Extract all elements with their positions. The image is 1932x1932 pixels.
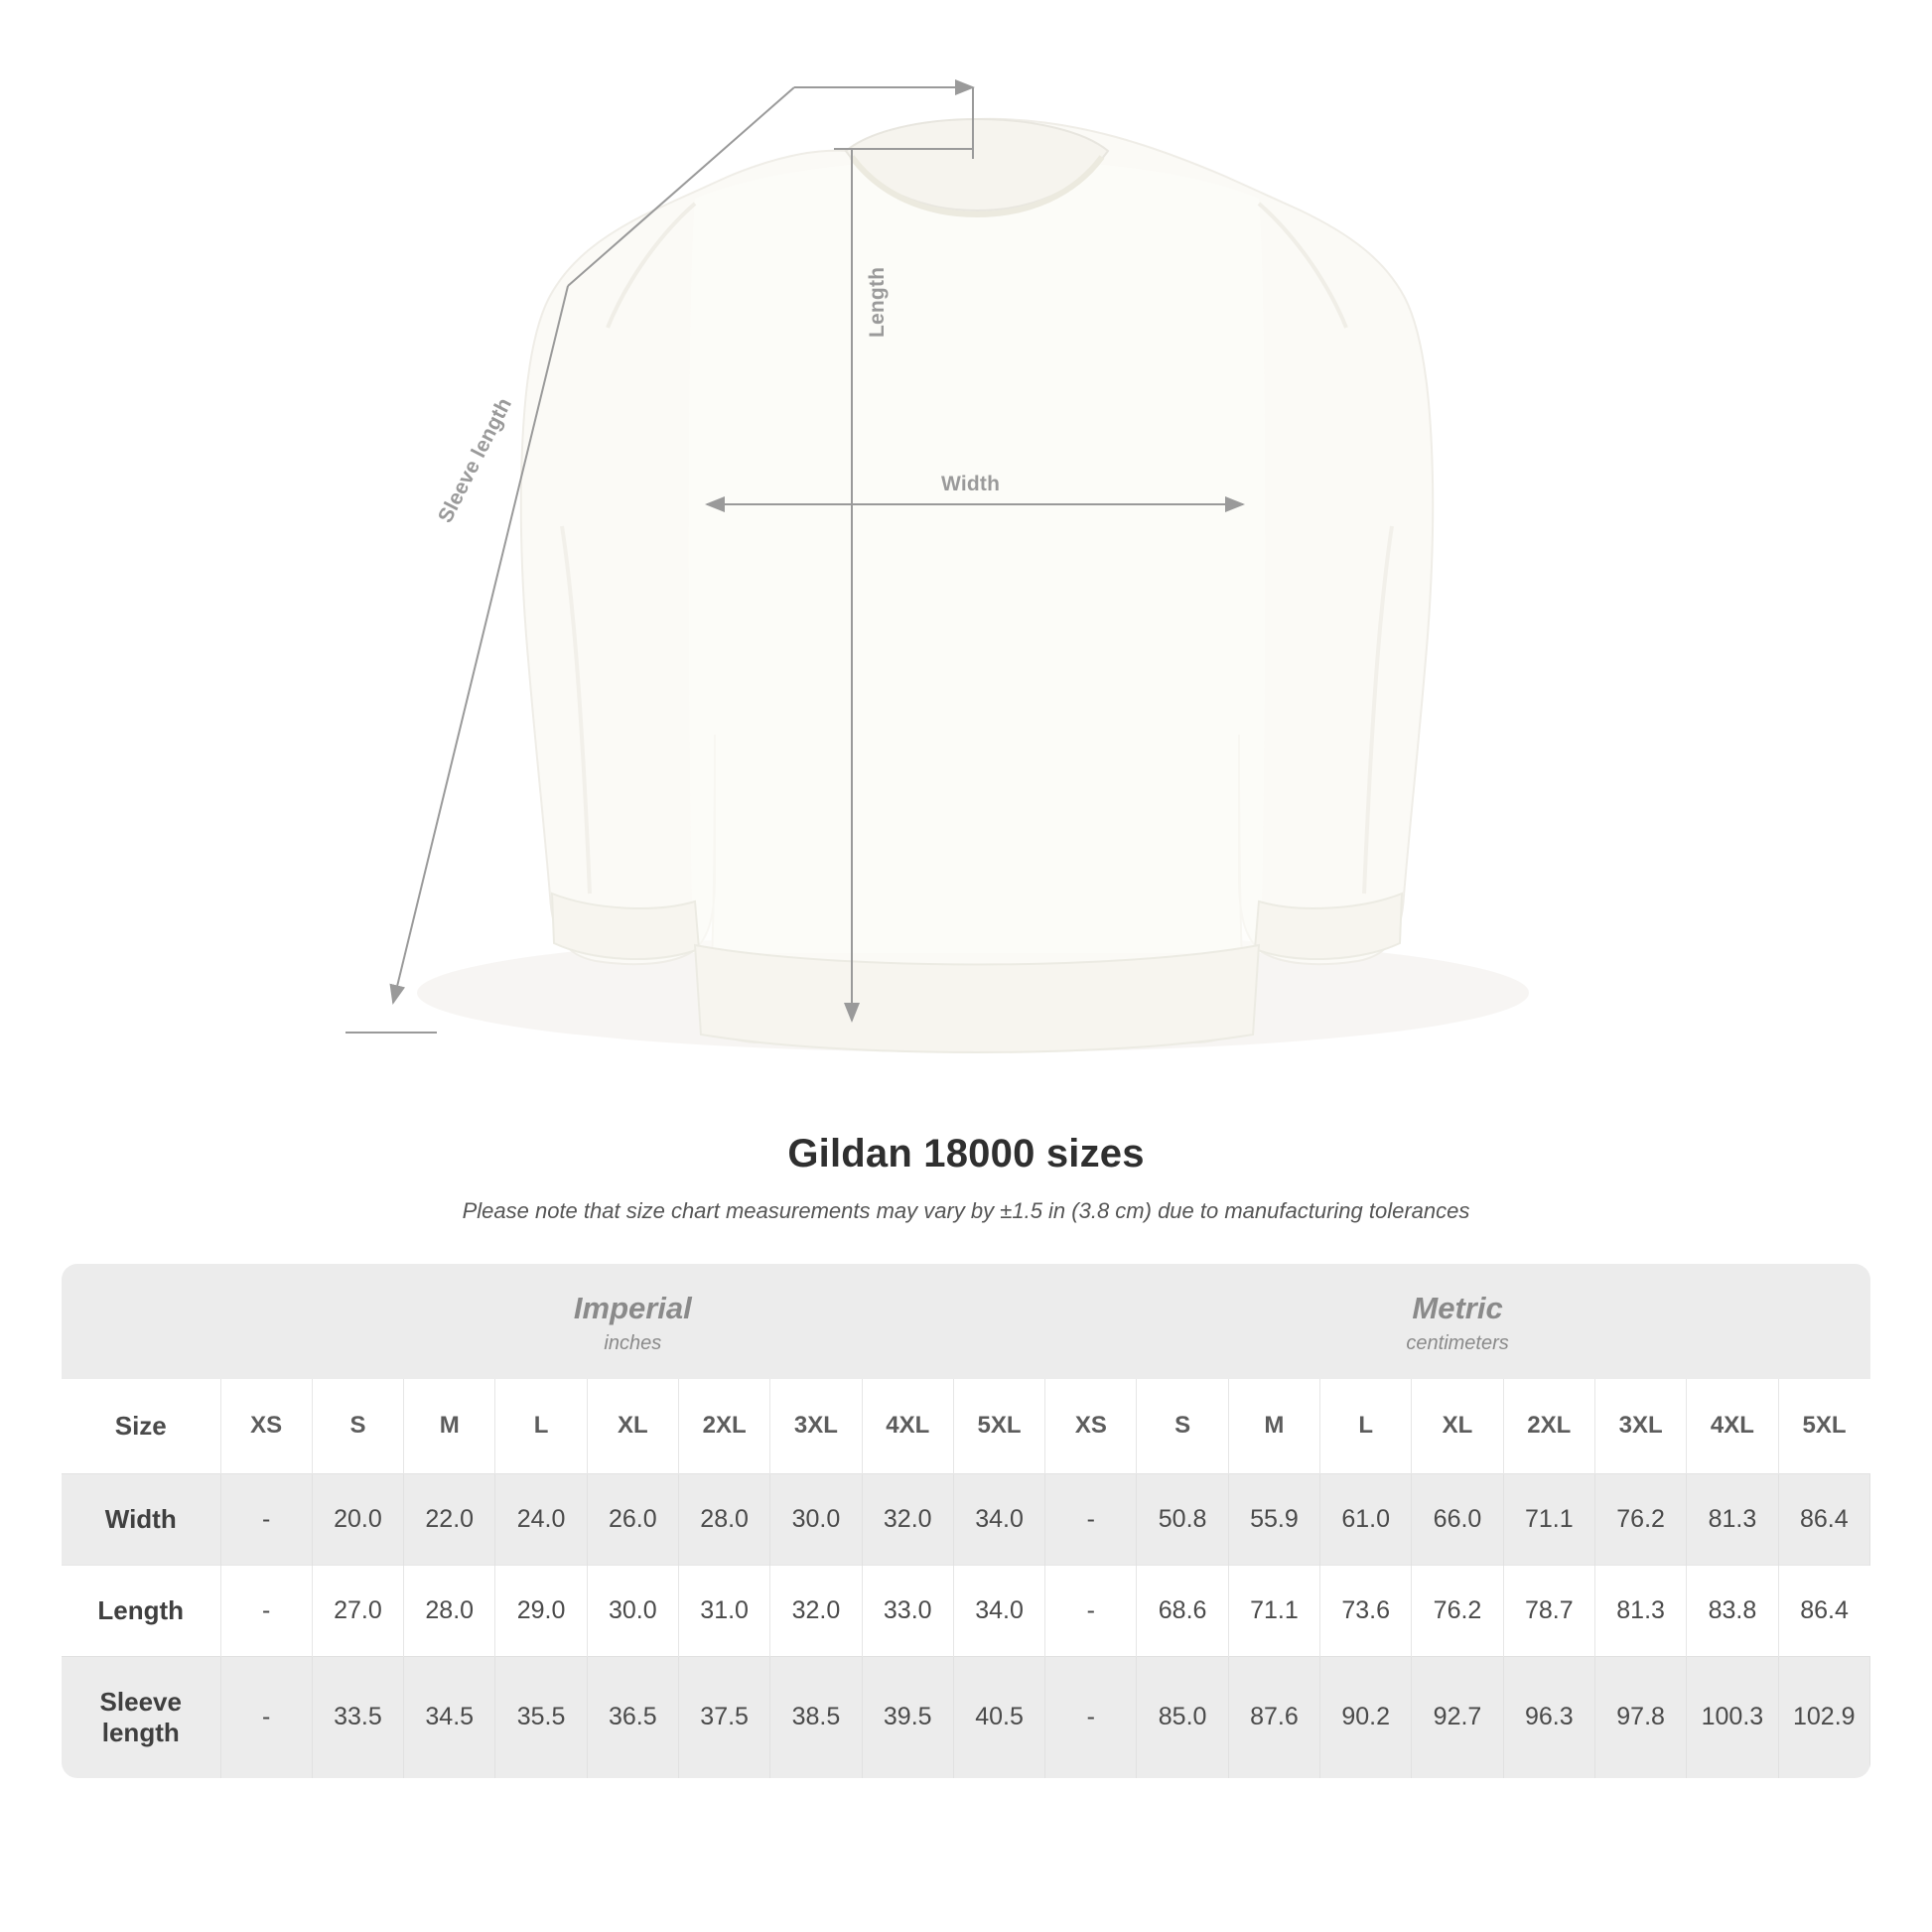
cell-width-5xl-8: 34.0 [953, 1473, 1044, 1565]
header-size-m-2: M [404, 1379, 495, 1474]
unit-group-sub: centimeters [1406, 1331, 1509, 1354]
cell-sleeve-length-xs-9: - [1045, 1656, 1137, 1778]
cell-sleeve-length-2xl-14: 96.3 [1503, 1656, 1594, 1778]
table-row [62, 1565, 1870, 1656]
unit-group-metric [1045, 1264, 1870, 1379]
header-size-xl-13: XL [1412, 1379, 1503, 1474]
cell-width-xl-13: 66.0 [1412, 1473, 1503, 1565]
cell-length-s-1: 27.0 [312, 1565, 403, 1656]
table-header-row [62, 1379, 1870, 1474]
cell-length-l-3: 29.0 [495, 1565, 587, 1656]
dimension-label-length: Length [866, 266, 889, 338]
unit-row-spacer [62, 1264, 220, 1379]
header-size-2xl-5: 2XL [678, 1379, 769, 1474]
cell-width-m-11: 55.9 [1228, 1473, 1319, 1565]
header-size-xs-0: XS [220, 1379, 312, 1474]
cell-length-xl-4: 30.0 [587, 1565, 678, 1656]
dimension-label-width: Width [941, 473, 1001, 495]
cell-sleeve-length-s-1: 33.5 [312, 1656, 403, 1778]
header-size-l-12: L [1320, 1379, 1412, 1474]
header-size-5xl-17: 5XL [1778, 1379, 1869, 1474]
header-size-xs-9: XS [1045, 1379, 1137, 1474]
cell-width-4xl-7: 32.0 [862, 1473, 953, 1565]
cell-sleeve-length-s-10: 85.0 [1137, 1656, 1228, 1778]
cell-length-3xl-6: 32.0 [770, 1565, 862, 1656]
tolerance-note: Please note that size chart measurements may vary by ±1.5 in (3.8 cm) due to manufacturing tolerances [462, 1198, 1470, 1223]
header-size-l-3: L [495, 1379, 587, 1474]
header-size-2xl-14: 2XL [1503, 1379, 1594, 1474]
cell-length-4xl-7: 33.0 [862, 1565, 953, 1656]
cell-sleeve-length-3xl-6: 38.5 [770, 1656, 862, 1778]
row-label-length: Length [62, 1565, 220, 1656]
cell-width-3xl-6: 30.0 [770, 1473, 862, 1565]
cell-width-4xl-16: 81.3 [1687, 1473, 1778, 1565]
cell-length-3xl-15: 81.3 [1594, 1565, 1686, 1656]
cell-length-5xl-17: 86.4 [1778, 1565, 1869, 1656]
cell-sleeve-length-l-3: 35.5 [495, 1656, 587, 1778]
header-size-4xl-7: 4XL [862, 1379, 953, 1474]
row-label-width: Width [62, 1473, 220, 1565]
cell-width-s-1: 20.0 [312, 1473, 403, 1565]
cell-width-xs-9: - [1045, 1473, 1137, 1565]
size-table-wrapper [62, 1264, 1870, 1778]
header-size-3xl-6: 3XL [770, 1379, 862, 1474]
cell-width-l-3: 24.0 [495, 1473, 587, 1565]
dimension-label-sleeve: Sleeve length [434, 394, 517, 527]
cell-width-3xl-15: 76.2 [1594, 1473, 1686, 1565]
cell-width-2xl-14: 71.1 [1503, 1473, 1594, 1565]
cell-sleeve-length-5xl-17: 102.9 [1778, 1656, 1869, 1778]
cell-sleeve-length-xl-4: 36.5 [587, 1656, 678, 1778]
header-size-xl-4: XL [587, 1379, 678, 1474]
title-block [0, 1132, 1932, 1224]
cell-sleeve-length-l-12: 90.2 [1320, 1656, 1412, 1778]
cell-length-m-11: 71.1 [1228, 1565, 1319, 1656]
cell-sleeve-length-xl-13: 92.7 [1412, 1656, 1503, 1778]
header-size-s-1: S [312, 1379, 403, 1474]
unit-group-name: Metric [1412, 1291, 1503, 1325]
unit-group-sub: inches [604, 1331, 662, 1354]
cell-length-xs-9: - [1045, 1565, 1137, 1656]
cell-length-5xl-8: 34.0 [953, 1565, 1044, 1656]
sweatshirt-shape [521, 119, 1433, 1052]
cell-length-s-10: 68.6 [1137, 1565, 1228, 1656]
cell-sleeve-length-5xl-8: 40.5 [953, 1656, 1044, 1778]
cell-sleeve-length-m-2: 34.5 [404, 1656, 495, 1778]
cell-length-m-2: 28.0 [404, 1565, 495, 1656]
table-row [62, 1656, 1870, 1778]
cell-sleeve-length-3xl-15: 97.8 [1594, 1656, 1686, 1778]
cell-length-2xl-14: 78.7 [1503, 1565, 1594, 1656]
cell-length-2xl-5: 31.0 [678, 1565, 769, 1656]
size-table [62, 1264, 1870, 1778]
cell-width-5xl-17: 86.4 [1778, 1473, 1869, 1565]
cell-width-2xl-5: 28.0 [678, 1473, 769, 1565]
cell-length-4xl-16: 83.8 [1687, 1565, 1778, 1656]
cell-length-xl-13: 76.2 [1412, 1565, 1503, 1656]
cell-width-s-10: 50.8 [1137, 1473, 1228, 1565]
cell-width-m-2: 22.0 [404, 1473, 495, 1565]
unit-group-name: Imperial [573, 1291, 692, 1325]
table-row [62, 1473, 1870, 1565]
row-label-sleeve-length: Sleeve length [62, 1656, 220, 1778]
cell-length-xs-0: - [220, 1565, 312, 1656]
cell-sleeve-length-m-11: 87.6 [1228, 1656, 1319, 1778]
cell-sleeve-length-xs-0: - [220, 1656, 312, 1778]
header-size-5xl-8: 5XL [953, 1379, 1044, 1474]
unit-group-row [62, 1264, 1870, 1379]
cell-width-xl-4: 26.0 [587, 1473, 678, 1565]
cell-sleeve-length-4xl-16: 100.3 [1687, 1656, 1778, 1778]
header-size-m-11: M [1228, 1379, 1319, 1474]
cell-width-l-12: 61.0 [1320, 1473, 1412, 1565]
cell-width-xs-0: - [220, 1473, 312, 1565]
unit-group-imperial [220, 1264, 1045, 1379]
page-title: Gildan 18000 sizes [787, 1132, 1145, 1175]
header-size-label: Size [62, 1379, 220, 1474]
header-size-s-10: S [1137, 1379, 1228, 1474]
cell-sleeve-length-4xl-7: 39.5 [862, 1656, 953, 1778]
cell-length-l-12: 73.6 [1320, 1565, 1412, 1656]
header-size-4xl-16: 4XL [1687, 1379, 1778, 1474]
header-size-3xl-15: 3XL [1594, 1379, 1686, 1474]
cell-sleeve-length-2xl-5: 37.5 [678, 1656, 769, 1778]
